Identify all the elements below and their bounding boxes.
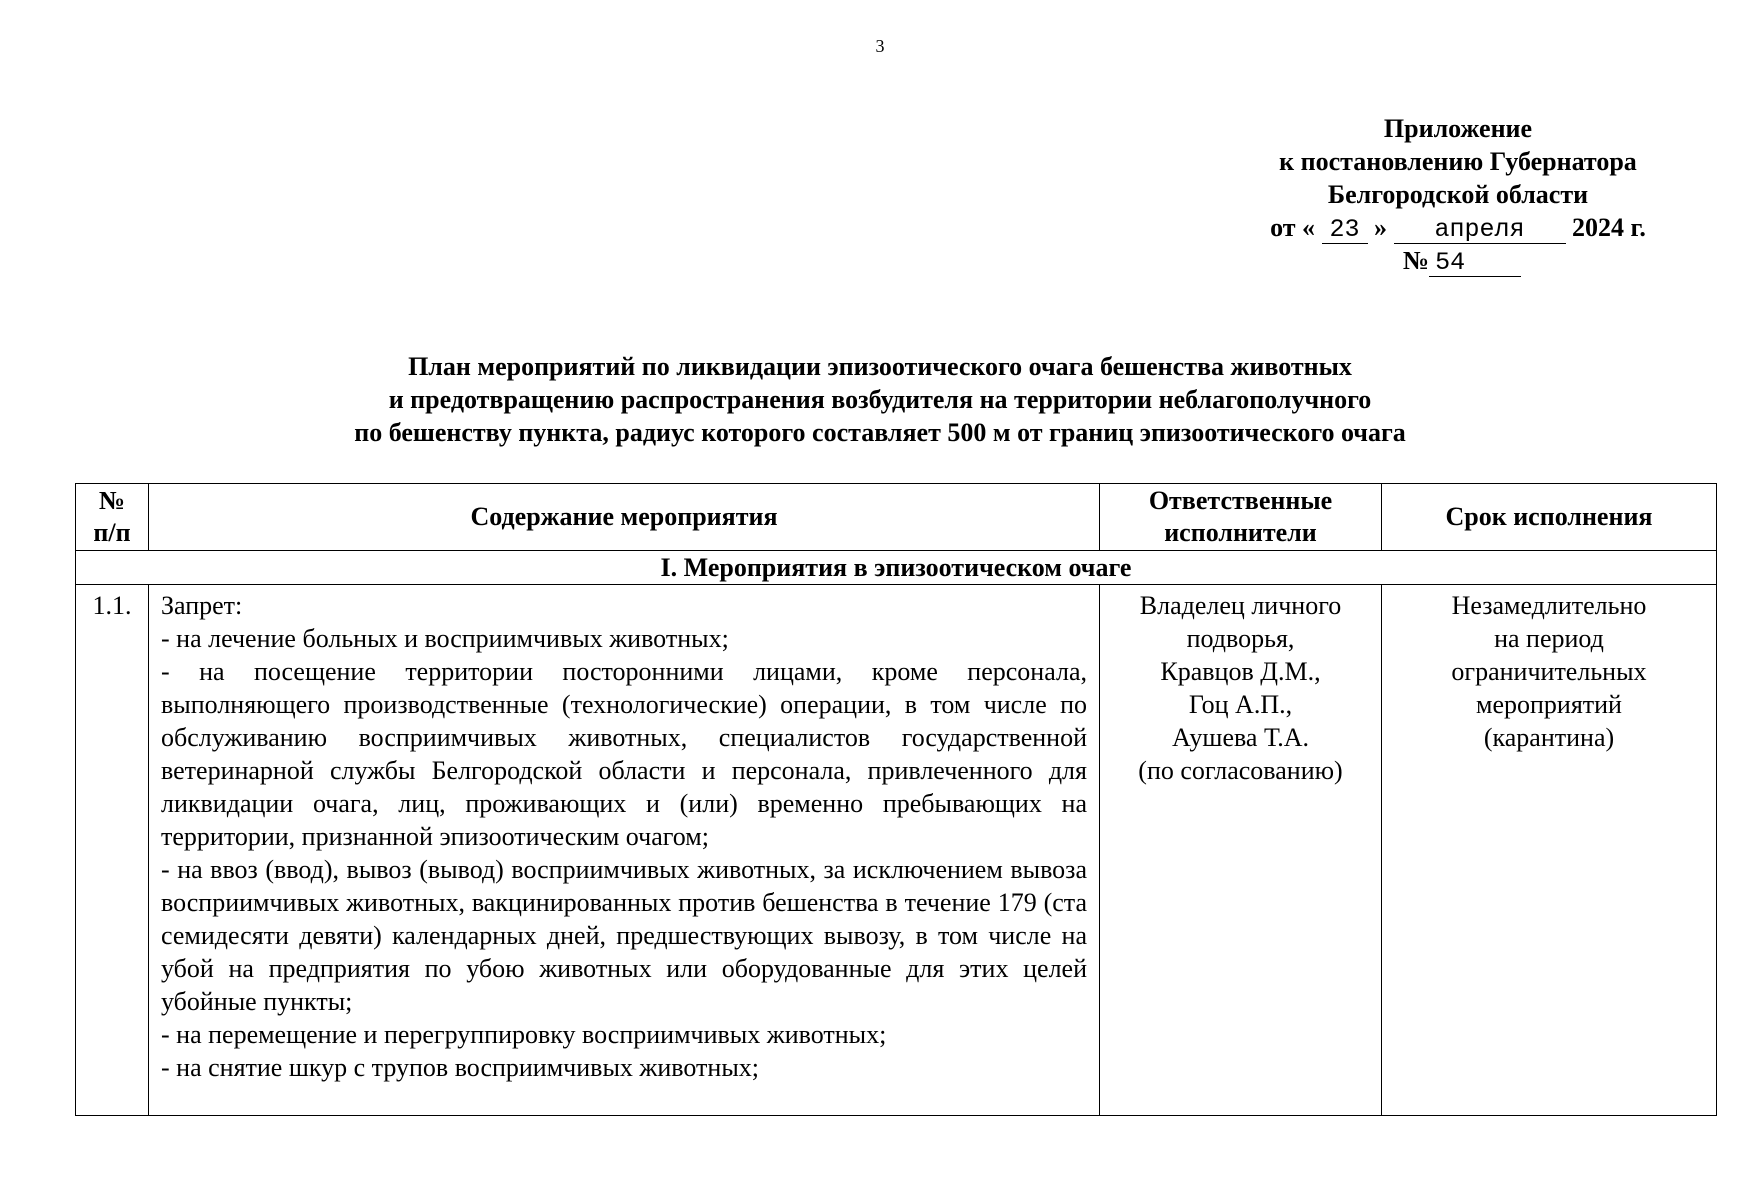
date-month: апреля xyxy=(1394,217,1566,244)
appendix-title: Приложение xyxy=(1383,114,1533,143)
decree-number: 54 xyxy=(1429,250,1521,277)
section-title: I. Мероприятия в эпизоотическом очаге xyxy=(76,551,1717,585)
term-line: Незамедлительно xyxy=(1451,591,1647,620)
content-paragraph: - на посещение территории посторонними лицами, кроме персонала, выполняющего производственные (технологические) операции, в том числе по обслуживанию восприимчивых животных, специалистов государственной ветеринарной службы Белгородской области и персонала, привлеченного для ликвидации очага, лиц, проживающих и (или) временно пребывающих на территории, признанной эпизоотическим очагом; xyxy=(161,657,1087,851)
date-year: 2024 г. xyxy=(1572,213,1646,242)
term-line: ограничительных xyxy=(1451,657,1647,686)
appendix-decree: к постановлению Губернатора xyxy=(1279,147,1637,176)
title-line-2: и предотвращению распространения возбудителя на территории неблагополучного xyxy=(388,385,1372,414)
content-paragraph: Запрет: xyxy=(161,591,243,620)
section-row xyxy=(76,551,1717,585)
responsible-line: Кравцов Д.М., xyxy=(1160,657,1321,686)
page-number: 3 xyxy=(875,36,885,56)
title-line-3: по бешенству пункта, радиус которого составляет 500 м от границ эпизоотического очага xyxy=(354,418,1406,447)
row-content xyxy=(149,585,1100,1116)
appendix-region: Белгородской области xyxy=(1327,180,1589,209)
appendix-number xyxy=(1218,244,1698,277)
date-prefix: от « xyxy=(1270,213,1316,242)
content-paragraph: - на перемещение и перегруппировку восприимчивых животных; xyxy=(161,1020,887,1049)
table-row xyxy=(76,585,1717,1116)
content-paragraph: - на ввоз (ввод), вывоз (вывод) восприимчивых животных, за исключением вывоза восприимчивых животных, вакцинированных против бешенства в течение 179 (ста семидесяти девяти) календарных дней, предшествующих вывозу, в том числе на убой на предприятия по убою животных или оборудованные для этих целей убойные пункты; xyxy=(161,855,1087,1016)
row-number: 1.1. xyxy=(76,585,149,1116)
number-prefix: № xyxy=(1402,246,1430,275)
header-term: Срок исполнения xyxy=(1382,484,1717,551)
responsible-line: Владелец личного xyxy=(1139,591,1342,620)
date-day: 23 xyxy=(1322,217,1368,244)
term-line: на период xyxy=(1494,624,1604,653)
header-content: Содержание мероприятия xyxy=(149,484,1100,551)
row-term xyxy=(1382,585,1717,1116)
responsible-line: подворья, xyxy=(1186,624,1295,653)
document-title xyxy=(0,350,1760,449)
responsible-line: Гоц А.П., xyxy=(1188,690,1293,719)
responsible-line: (по согласованию) xyxy=(1138,756,1343,785)
term-line: мероприятий xyxy=(1476,690,1622,719)
header-responsible: Ответственные исполнители xyxy=(1100,484,1382,551)
table-header-row xyxy=(76,484,1717,551)
appendix-block xyxy=(1218,112,1698,277)
measures-table xyxy=(75,483,1717,1116)
content-paragraph: - на лечение больных и восприимчивых животных; xyxy=(161,624,729,653)
date-mid: » xyxy=(1374,213,1388,242)
content-paragraph: - на снятие шкур с трупов восприимчивых животных; xyxy=(161,1053,760,1082)
title-line-1: План мероприятий по ликвидации эпизоотического очага бешенства животных xyxy=(408,352,1352,381)
term-line: (карантина) xyxy=(1483,723,1615,752)
row-responsible xyxy=(1100,585,1382,1116)
appendix-date xyxy=(1218,211,1698,244)
responsible-line: Аушева Т.А. xyxy=(1171,723,1310,752)
header-num: № п/п xyxy=(76,484,149,551)
